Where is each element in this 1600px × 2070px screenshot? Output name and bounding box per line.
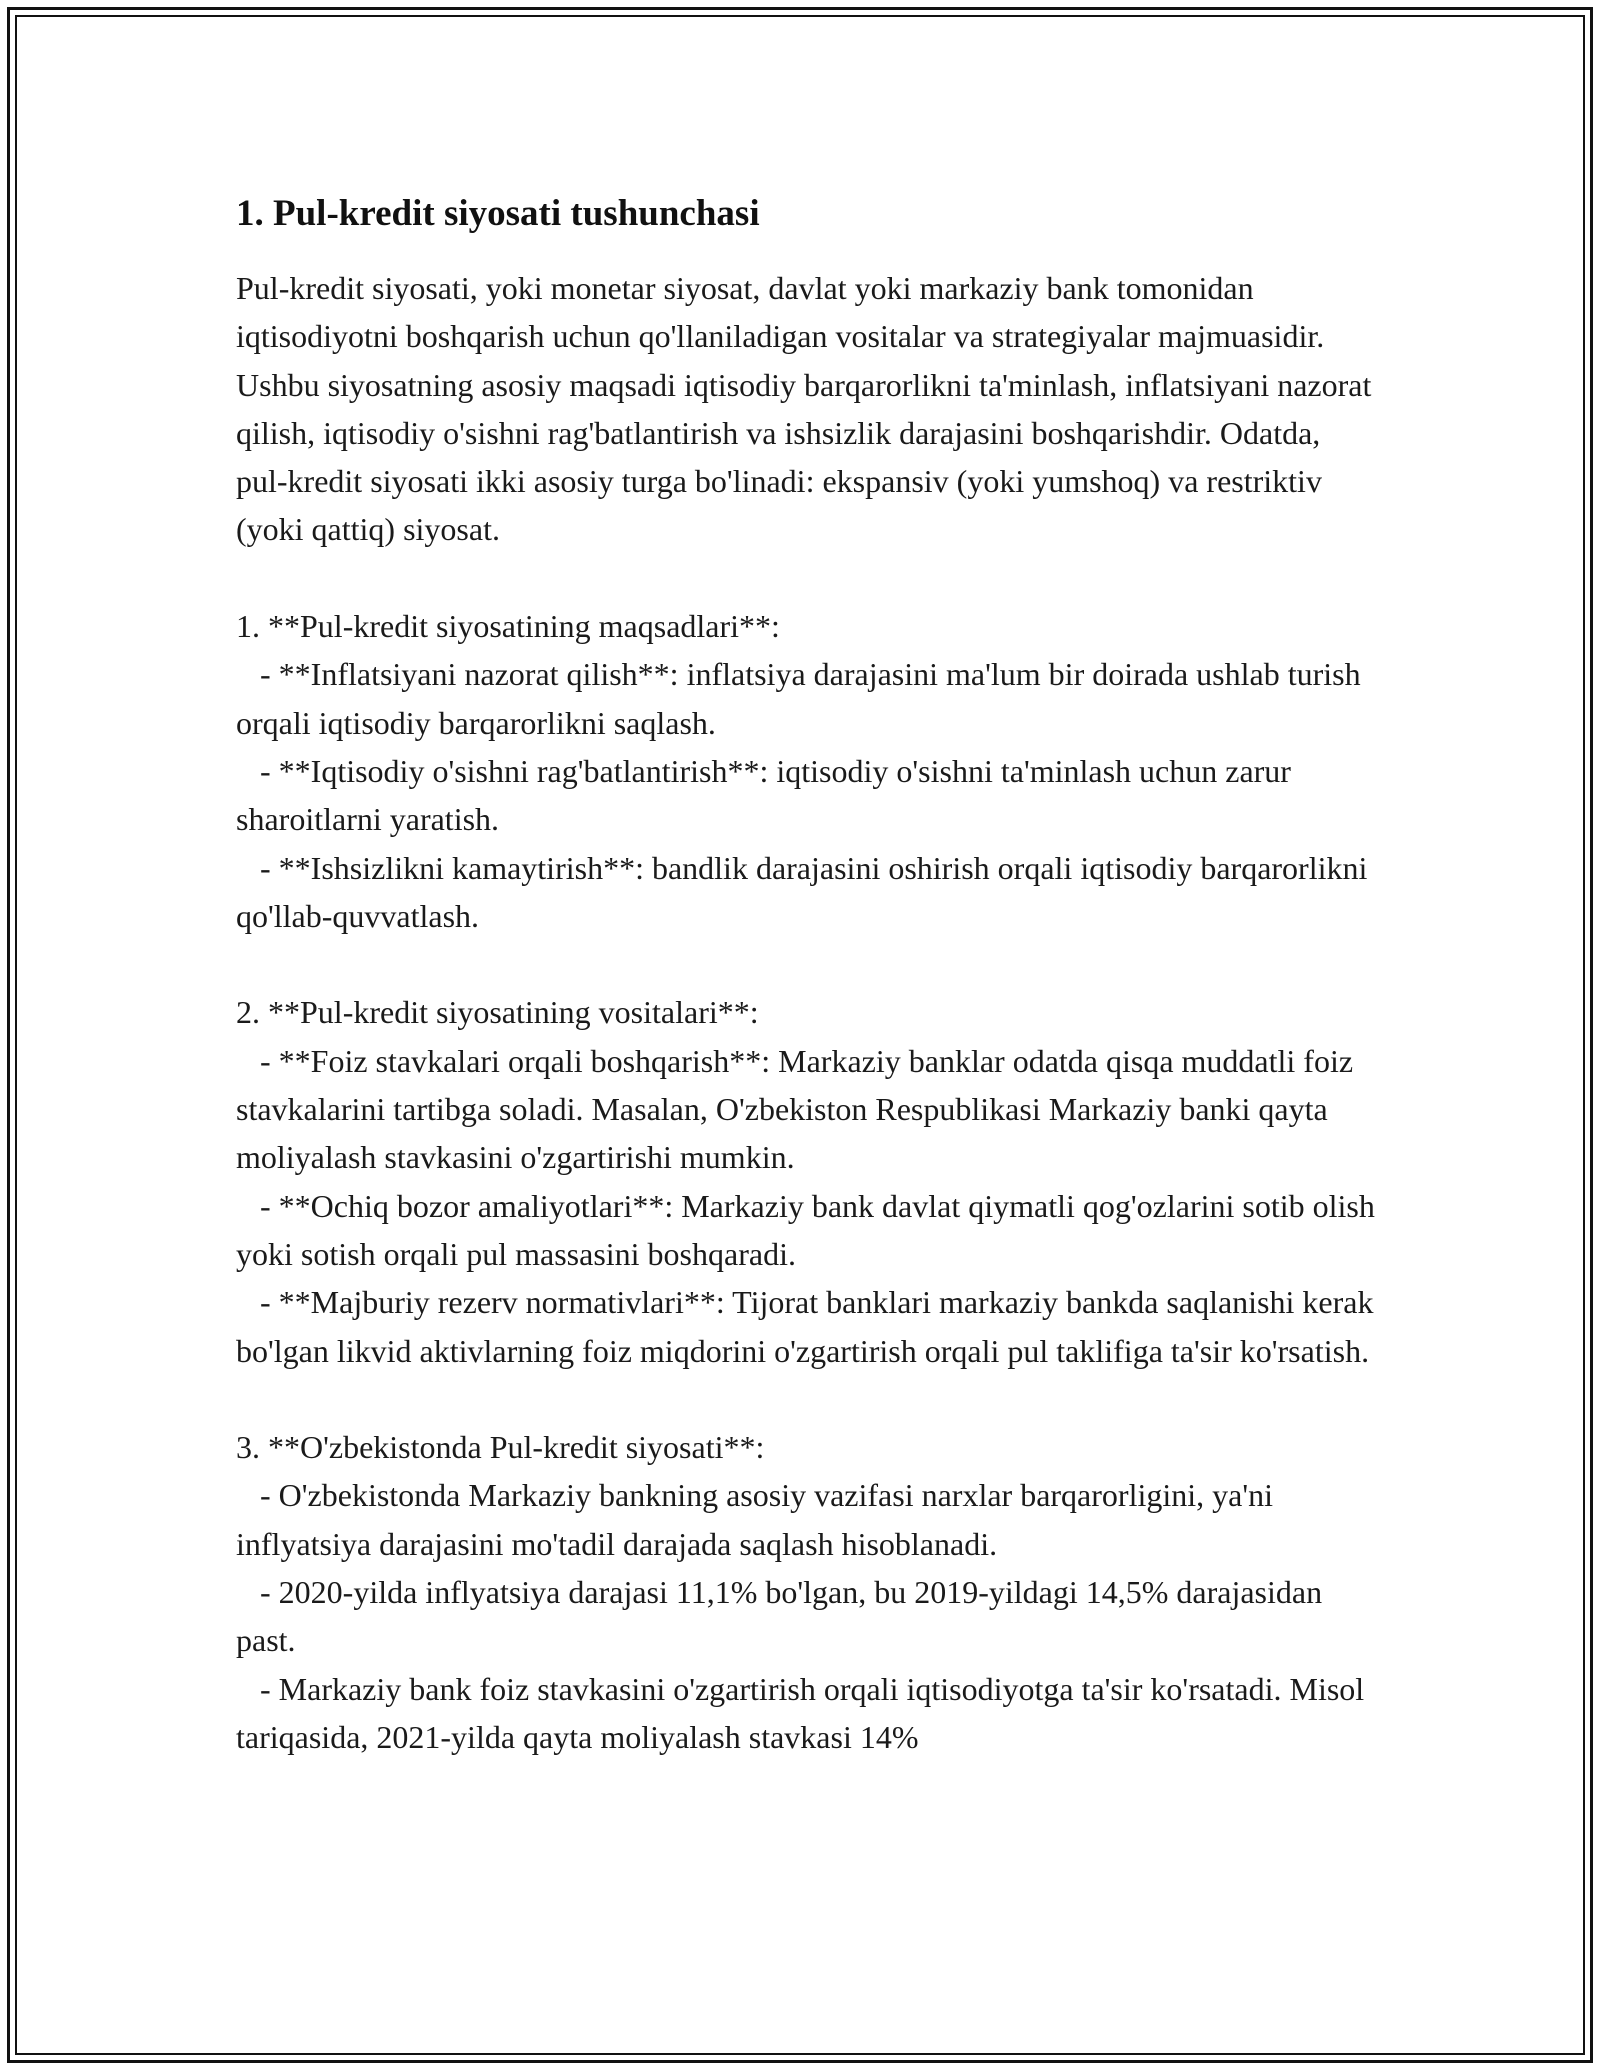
section-title: 2. **Pul-kredit siyosatining vositalari**: [236, 994, 759, 1031]
intro-paragraph: Pul-kredit siyosati, yoki monetar siyosat, davlat yoki markaziy bank tomonidan iqtisodiyotni boshqarish uchun qo'llaniladigan vositalar va strategiyalar majmuasidir. Ushbu siyosatning asosiy maqsadi iqtisodiy barqarorlikni ta'minlash, inflatsiyani nazorat qilish, iqtisodiy o'sishni rag'batlantirish va ishsizlik darajasini boshqarishdir. Odatda, pul-kredit siyosati ikki asosiy turga bo'linadi: ekspansiv (yoki yumshoq) va restriktiv (yoki qattiq) siyosat. [236, 270, 1372, 548]
list-item: - Markaziy bank foiz stavkasini o'zgartirish orqali iqtisodiyotga ta'sir ko'rsatadi. Misol tariqasida, 2021-yilda qayta moliyalash stavkasi 14% [236, 1670, 1373, 1755]
section-title: 3. **O'zbekistonda Pul-kredit siyosati**: [236, 1429, 765, 1466]
list-item: - O'zbekistonda Markaziy bankning asosiy vazifasi narxlar barqarorligini, ya'ni inflyatsiya darajasini mo'tadil darajada saqlash hisoblanadi. [236, 1477, 1281, 1562]
section-uzbekistan [236, 1423, 1376, 1761]
document-page [236, 186, 1383, 1761]
section-goals [236, 602, 1376, 940]
list-item: - 2020-yilda inflyatsiya darajasi 11,1% bo'lgan, bu 2019-yildagi 14,5% darajasidan past. [236, 1574, 1331, 1659]
list-item: - **Ochiq bozor amaliyotlari**: Markaziy bank davlat qiymatli qog'ozlarini sotib olish yoki sotish orqali pul massasini boshqaradi. [236, 1187, 1383, 1272]
list-item: - **Iqtisodiy o'sishni rag'batlantirish**: iqtisodiy o'sishni ta'minlash uchun zarur sharoitlarni yaratish. [236, 752, 1299, 838]
section-title: 1. **Pul-kredit siyosatining maqsadlari**: [236, 608, 780, 645]
section-tools [236, 988, 1383, 1374]
list-item: - **Ishsizlikni kamaytirish**: bandlik darajasini oshirish orqali iqtisodiy barqarorlikni qo'llab-quvvatlash. [236, 849, 1376, 934]
list-item: - **Foiz stavkalari orqali boshqarish**: Markaziy banklar odatda qisqa muddatli foiz stavkalarini tartibga soladi. Masalan, O'zbekiston Respublikasi Markaziy banki qayta moliyalash stavkasini o'zgartirishi mumkin. [236, 1042, 1362, 1176]
document-heading: 1. Pul-kredit siyosati tushunchasi [236, 193, 760, 234]
list-item: - **Majburiy rezerv normativlari**: Tijorat banklari markaziy bankda saqlanishi kerak bo'lgan likvid aktivlarning foiz miqdorini o'zgartirish orqali pul taklifiga ta'sir ko'rsatish. [236, 1284, 1382, 1369]
list-item: - **Inflatsiyani nazorat qilish**: inflatsiya darajasini ma'lum bir doirada ushlab turish orqali iqtisodiy barqarorlikni saqlash. [236, 656, 1369, 741]
